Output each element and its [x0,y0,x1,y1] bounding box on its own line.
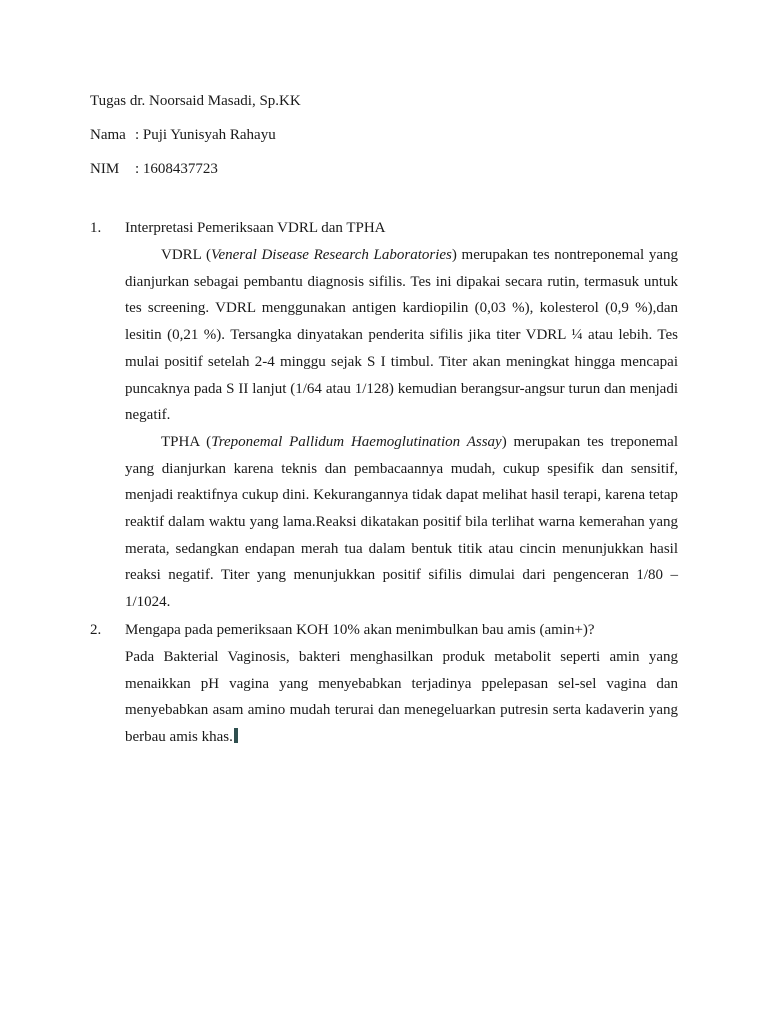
task-line: Tugas dr. Noorsaid Masadi, Sp.KK [90,93,301,109]
vdrl-expansion: Veneral Disease Research Laboratories [210,247,452,263]
nim-row [90,160,218,178]
tpha-term: TPHA ( [161,433,212,450]
vdrl-text: ) merupakan tes nontreponemal yang dianjurkan sebagai pembantu diagnosis sifilis. Tes ini dipakai secara rutin, termasuk untuk tes screening. VDRL menggunakan antigen kardiopilin (0,03 %), kolesterol (0,9 %),dan lesitin (0,21 %). Tersangka dinyatakan penderita sifilis jika titer VDRL ¼ atau lebih. Tes mulai positif setelah 2-4 minggu sejak S I timbul. Titer akan meningkat hingga mencapai puncaknya pada S II lanjut (1/64 atau 1/128) kemudian berangsur-angsur turun dan menjadi negatif. [125,247,678,424]
vdrl-term: VDRL ( [161,247,211,263]
name-value: : Puji Yunisyah Rahayu [135,127,276,143]
section2-title: Mengapa pada pemeriksaan KOH 10% akan menimbulkan bau amis (amin+)? [125,622,595,638]
section2-number: 2. [90,622,102,638]
tpha-expansion: Treponemal Pallidum Haemoglutination Assay [211,433,502,450]
section2-body [125,644,678,751]
nim-value: : 1608437723 [135,161,218,177]
section2-answer-text: Pada Bakterial Vaginosis, bakteri menghasilkan produk metabolit seperti amin yang menaikkan pH vagina yang menyebabkan terjadinya ppelepasan sel-sel vagina dan menyebabkan asam amino mudah terurai dan menegeluarkan putresin serta kadaverin yang berbau amis khas. [125,649,678,746]
nim-label: NIM [90,161,120,177]
name-row [90,126,276,144]
vdrl-paragraph [125,242,678,429]
tpha-text: ) merupakan tes treponemal yang dianjurkan karena teknis dan pembacaannya mudah, cukup spesifik dan sensitif, menjadi reaktifnya cukup dini. Kekurangannya tidak dapat melihat hasil terapi, karena tetap reaktif dalam waktu yang lama.Reaksi dikatakan positif bila terlihat warna kemerahan yang merata, sedangkan endapan merah tua dalam bentuk titik atau cincin menunjukkan hasil reaksi negatif. Titer yang menunjukkan positif sifilis dimulai dari pengenceran 1/80 – 1/1024. [125,433,679,611]
section1-title: Interpretasi Pemeriksaan VDRL dan TPHA [125,220,386,236]
text-cursor [234,728,238,743]
section2-answer [125,644,678,751]
name-label: Nama [90,127,126,143]
section1-number: 1. [90,220,102,236]
section1-body [125,242,678,616]
tpha-paragraph [125,429,678,616]
